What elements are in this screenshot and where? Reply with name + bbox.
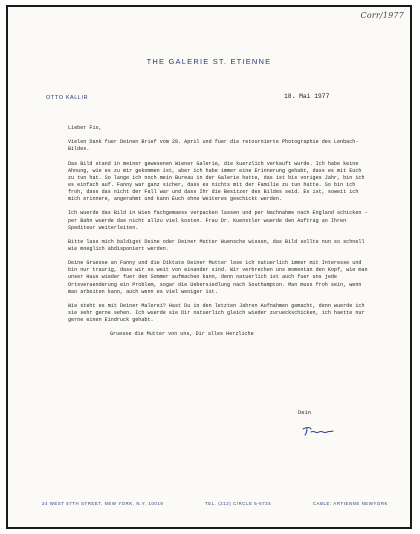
handwritten-signature <box>301 425 335 437</box>
paragraph-6: Wie steht es mit Deiner Malerei? Hast Du in den letzten Jahren Aufnahmen gemacht, denn wuerde ich sie sehr gerne sehen. Ich wuerde sie Dir natuerlich gleich wieder zurueckschicken, ich haette nur gerne einen Eindruck gehabt. <box>68 302 365 324</box>
letter-date: 18. Mai 1977 <box>284 93 330 100</box>
greeting-line: Gruesse die Mutter von uns, Dir alles Herzliche <box>110 331 254 338</box>
closing-word: Dein <box>298 410 311 416</box>
archive-number: Corr/1977 <box>360 11 404 20</box>
sender-name: OTTO KALLIR <box>46 95 89 101</box>
letterhead-footer <box>42 501 388 506</box>
letter-body <box>68 125 368 343</box>
paragraph-2: Das Bild stand in meiner gewesenen Wiener Galerie, die kuerzlich verkauft wurde. Ich habe keine Ahnung, wie es zu mir gekommen ist, aber ich habe immer eine Erinnerung gehabt, dass es mit Euch zu tun hat. So lange ich noch mein Bureau in der Galerie hatte, das ist bis voriges Jahr, bin ich es einfach auf. Fanny war ganz sicher, dass es nichts mit der Familie zu tun hatte. So bin ich froh, dass das nicht der Fall war und dass Ihr die Besitzer des Bildes seid. Es ist, soweit ich mich erinnere, angerahmt und kann Euch ohne Weiteres geschickt werden. <box>68 160 365 203</box>
footer-telephone: TEL. (212) CIRCLE 5-6734 <box>205 501 272 506</box>
salutation: Lieber Fix, <box>68 125 102 131</box>
paragraph-1: Vielen Dank fuer Deinen Brief vom 28. April und fuer die retournierte Photographie des Lenbach-Bildes. <box>68 139 359 153</box>
paragraph-4: Bitte lass mich baldigst Deine oder Deiner Mutter Wuensche wissen, das Bild sollte nun so schnell wie moeglich abdisponiert werden. <box>68 238 365 252</box>
gallery-letterhead: THE GALERIE ST. ETIENNE <box>146 57 272 66</box>
footer-address: 24 WEST 57TH STREET, NEW YORK, N.Y. 10019 <box>42 501 164 506</box>
footer-cable: CABLE: ARTIENNE NEWYORK <box>312 501 388 506</box>
paragraph-5: Deine Gruesse an Fanny und die Diktate Deiner Mutter lese ich natuerlich immer mit Interesse und bin nur traurig, dass wir so weit von einander sind. Wir verbrechen uns momentan den Kopf, wie man unser Haus wieder fuer den Sommer aufmachen kann, denn natuerlich ist auch fuer uns jede Ortsveraenderung ein Problem, sogar die Uebersiedlung nach Southampton. Man muss froh sein, wenn man arbeiten kann, auch wenn es viel weniger ist. <box>68 260 368 295</box>
letter-sheet <box>6 5 412 529</box>
paragraph-3: Ich wuerde das Bild in Wien fachgemaess verpacken lassen und per Nachnahme nach England schicken - per Bahn wuerde das nicht allzu viel kosten. Frau Dr. Kuenstler wuerde den Auftrag an Ihren Spediteur weiterleiten. <box>68 210 368 231</box>
